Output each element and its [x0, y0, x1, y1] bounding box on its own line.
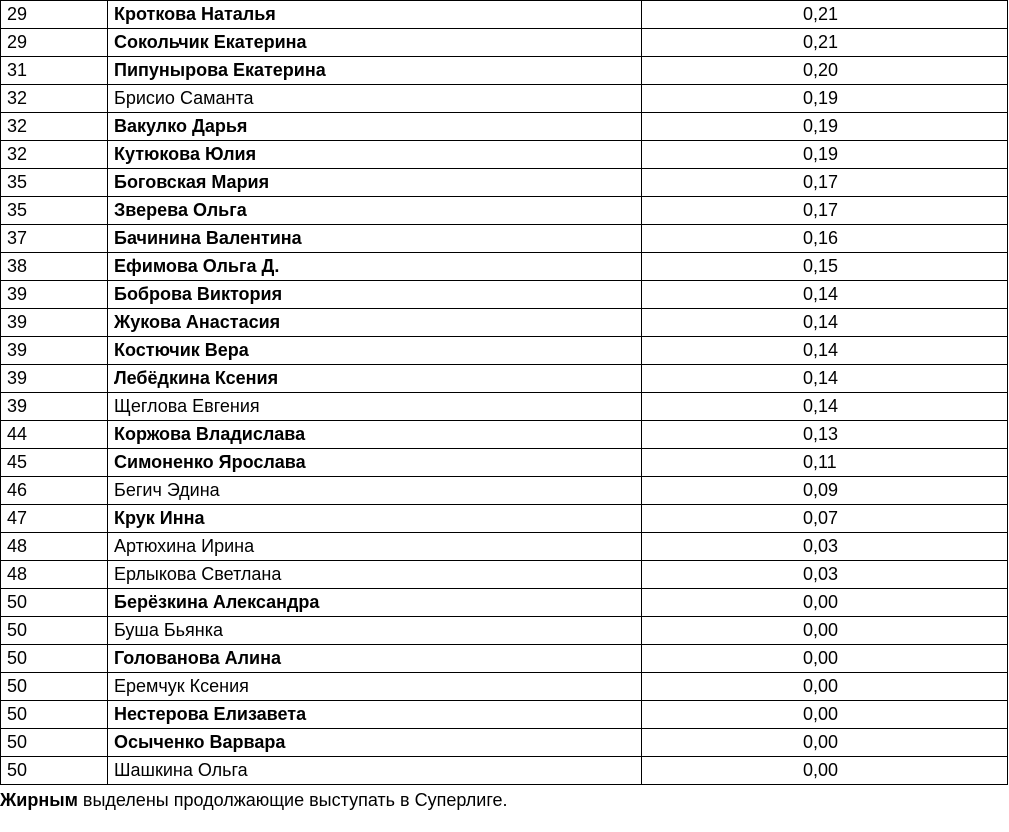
rank-cell: 35 — [1, 169, 108, 197]
value-cell: 0,14 — [642, 309, 1008, 337]
table-row — [1, 281, 1008, 309]
player-name-cell: Крук Инна — [108, 505, 642, 533]
table-row — [1, 533, 1008, 561]
player-name-cell: Бачинина Валентина — [108, 225, 642, 253]
player-name-cell: Жукова Анастасия — [108, 309, 642, 337]
table-row — [1, 57, 1008, 85]
value-cell: 0,00 — [642, 617, 1008, 645]
rank-cell: 50 — [1, 673, 108, 701]
rank-cell: 29 — [1, 29, 108, 57]
rank-cell: 50 — [1, 701, 108, 729]
table-row — [1, 729, 1008, 757]
table-row — [1, 449, 1008, 477]
rank-cell: 50 — [1, 645, 108, 673]
rank-cell: 37 — [1, 225, 108, 253]
rank-cell: 47 — [1, 505, 108, 533]
player-name-cell: Шашкина Ольга — [108, 757, 642, 785]
player-name-cell: Щеглова Евгения — [108, 393, 642, 421]
value-cell: 0,09 — [642, 477, 1008, 505]
rank-cell: 48 — [1, 561, 108, 589]
rank-cell: 35 — [1, 197, 108, 225]
player-name-cell: Зверева Ольга — [108, 197, 642, 225]
value-cell: 0,15 — [642, 253, 1008, 281]
player-name-cell: Коржова Владислава — [108, 421, 642, 449]
rank-cell: 32 — [1, 85, 108, 113]
player-name-cell: Буша Бьянка — [108, 617, 642, 645]
value-cell: 0,14 — [642, 337, 1008, 365]
value-cell: 0,00 — [642, 645, 1008, 673]
table-row — [1, 617, 1008, 645]
rank-cell: 32 — [1, 113, 108, 141]
table-row — [1, 477, 1008, 505]
rank-cell: 48 — [1, 533, 108, 561]
player-name-cell: Лебёдкина Ксения — [108, 365, 642, 393]
player-name-cell: Вакулко Дарья — [108, 113, 642, 141]
rank-cell: 46 — [1, 477, 108, 505]
value-cell: 0,21 — [642, 1, 1008, 29]
player-name-cell: Голованова Алина — [108, 645, 642, 673]
rank-cell: 50 — [1, 617, 108, 645]
table-row — [1, 169, 1008, 197]
footnote — [0, 787, 508, 814]
player-name-cell: Нестерова Елизавета — [108, 701, 642, 729]
table-row — [1, 393, 1008, 421]
table-row — [1, 645, 1008, 673]
rank-cell: 39 — [1, 337, 108, 365]
player-name-cell: Боброва Виктория — [108, 281, 642, 309]
value-cell: 0,19 — [642, 113, 1008, 141]
rank-cell: 32 — [1, 141, 108, 169]
table-row — [1, 337, 1008, 365]
table-row — [1, 197, 1008, 225]
value-cell: 0,03 — [642, 561, 1008, 589]
rank-cell: 31 — [1, 57, 108, 85]
rank-cell: 50 — [1, 757, 108, 785]
player-name-cell: Еремчук Ксения — [108, 673, 642, 701]
value-cell: 0,00 — [642, 757, 1008, 785]
player-name-cell: Ерлыкова Светлана — [108, 561, 642, 589]
table-row — [1, 561, 1008, 589]
rank-cell: 50 — [1, 729, 108, 757]
player-name-cell: Боговская Мария — [108, 169, 642, 197]
player-name-cell: Бегич Эдина — [108, 477, 642, 505]
player-name-cell: Кроткова Наталья — [108, 1, 642, 29]
value-cell: 0,17 — [642, 197, 1008, 225]
table-row — [1, 29, 1008, 57]
value-cell: 0,00 — [642, 701, 1008, 729]
rank-cell: 44 — [1, 421, 108, 449]
player-name-cell: Артюхина Ирина — [108, 533, 642, 561]
table-row — [1, 505, 1008, 533]
table-row — [1, 113, 1008, 141]
value-cell: 0,16 — [642, 225, 1008, 253]
table-row — [1, 757, 1008, 785]
value-cell: 0,14 — [642, 281, 1008, 309]
table-row — [1, 309, 1008, 337]
player-name-cell: Ефимова Ольга Д. — [108, 253, 642, 281]
table-row — [1, 85, 1008, 113]
player-name-cell: Костючик Вера — [108, 337, 642, 365]
player-name-cell: Симоненко Ярослава — [108, 449, 642, 477]
value-cell: 0,11 — [642, 449, 1008, 477]
value-cell: 0,00 — [642, 673, 1008, 701]
rank-cell: 39 — [1, 393, 108, 421]
table-row — [1, 589, 1008, 617]
rank-cell: 38 — [1, 253, 108, 281]
value-cell: 0,19 — [642, 141, 1008, 169]
value-cell: 0,14 — [642, 393, 1008, 421]
player-name-cell: Кутюкова Юлия — [108, 141, 642, 169]
value-cell: 0,07 — [642, 505, 1008, 533]
value-cell: 0,14 — [642, 365, 1008, 393]
player-name-cell: Сокольчик Екатерина — [108, 29, 642, 57]
player-name-cell: Осыченко Варвара — [108, 729, 642, 757]
player-name-cell: Берёзкина Александра — [108, 589, 642, 617]
rank-cell: 39 — [1, 365, 108, 393]
value-cell: 0,00 — [642, 589, 1008, 617]
ranking-table-body — [1, 1, 1008, 785]
value-cell: 0,19 — [642, 85, 1008, 113]
player-name-cell: Пипунырова Екатерина — [108, 57, 642, 85]
table-row — [1, 225, 1008, 253]
footnote-text: выделены продолжающие выступать в Суперлиге. — [77, 790, 508, 810]
rank-cell: 29 — [1, 1, 108, 29]
rank-cell: 50 — [1, 589, 108, 617]
table-row — [1, 253, 1008, 281]
footnote-bold-text: Жирным — [0, 790, 78, 810]
table-row — [1, 701, 1008, 729]
table-row — [1, 1, 1008, 29]
value-cell: 0,03 — [642, 533, 1008, 561]
table-row — [1, 141, 1008, 169]
value-cell: 0,00 — [642, 729, 1008, 757]
value-cell: 0,17 — [642, 169, 1008, 197]
rank-cell: 39 — [1, 281, 108, 309]
rank-cell: 39 — [1, 309, 108, 337]
rank-cell: 45 — [1, 449, 108, 477]
value-cell: 0,13 — [642, 421, 1008, 449]
table-row — [1, 673, 1008, 701]
player-name-cell: Брисио Саманта — [108, 85, 642, 113]
value-cell: 0,20 — [642, 57, 1008, 85]
value-cell: 0,21 — [642, 29, 1008, 57]
table-row — [1, 365, 1008, 393]
table-row — [1, 421, 1008, 449]
